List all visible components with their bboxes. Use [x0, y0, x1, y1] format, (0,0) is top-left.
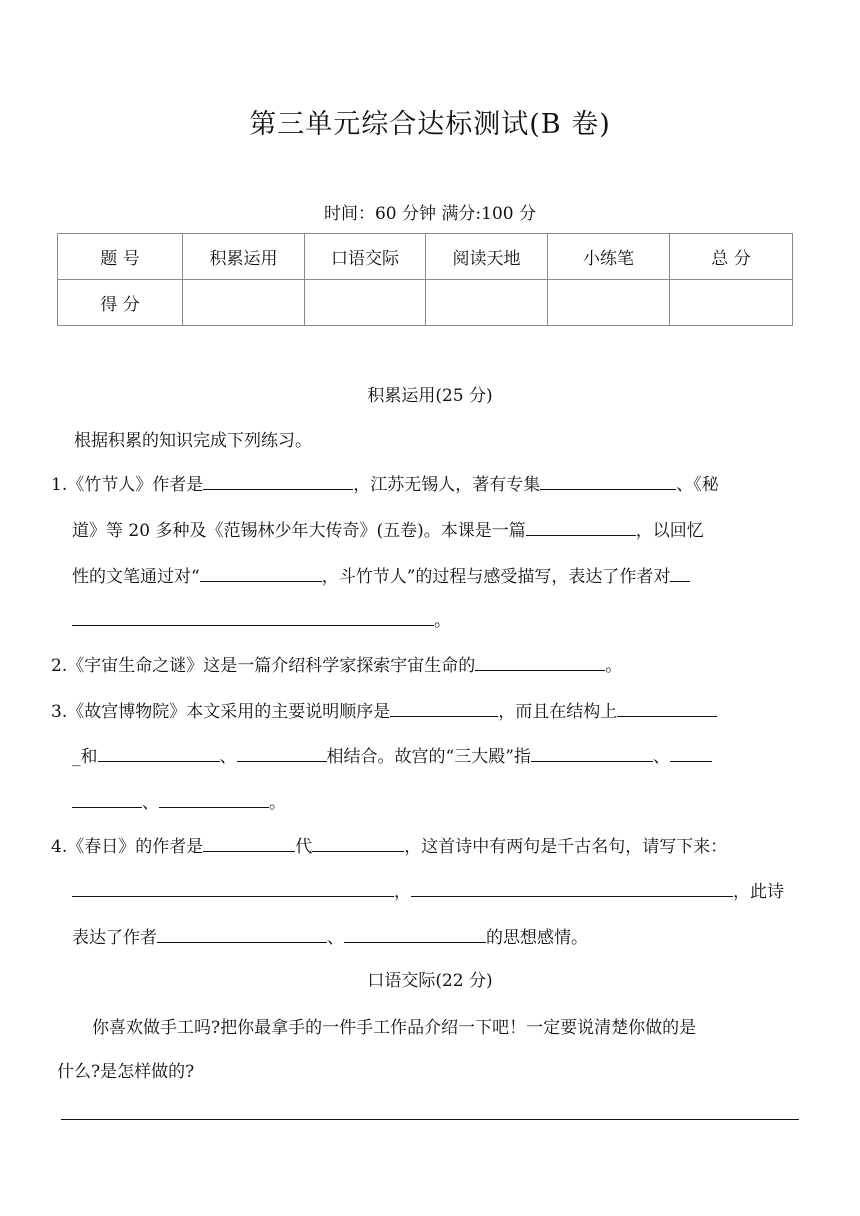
answer-blank[interactable] [237, 743, 327, 762]
question-1-line-3: 性的文笔通过对“ ，斗竹节人”的过程与感受描写，表达了作者对 [72, 562, 690, 587]
question-1-line-2: 道》等 20 多种及《范锡林少年大传奇》(五卷)。本课是一篇 ，以回忆 [72, 516, 704, 541]
answer-blank[interactable] [617, 698, 717, 717]
answer-blank[interactable] [670, 563, 690, 582]
answer-blank[interactable] [157, 924, 327, 943]
question-4-line-2: ， ，此诗 [72, 877, 784, 902]
answer-line[interactable] [61, 1119, 799, 1120]
answer-blank[interactable] [72, 878, 394, 897]
question-3-line-2: _和 、 相结合。故宫的“三大殿”指 、 [72, 742, 712, 767]
question-4-line-3: 表达了作者 、 的思想感情。 [72, 923, 588, 948]
header-cell: 小练笔 [548, 234, 670, 280]
score-table-header-row [58, 234, 793, 280]
score-cell[interactable] [670, 280, 793, 326]
row-label-cell: 得 分 [58, 280, 183, 326]
question-4-line-1: 4.《春日》的作者是 代 ，这首诗中有两句是千古名句，请写下来： [51, 832, 727, 857]
answer-blank[interactable] [411, 878, 733, 897]
answer-blank[interactable] [390, 698, 498, 717]
question-3-line-3: 、 。 [72, 788, 286, 813]
score-table-score-row [58, 280, 793, 326]
score-cell[interactable] [183, 280, 305, 326]
answer-blank[interactable] [670, 743, 712, 762]
exam-meta: 时间：60 分钟 满分:100 分 [323, 204, 537, 224]
answer-blank[interactable] [200, 563, 322, 582]
instruction: 根据积累的知识完成下列练习。 [74, 431, 312, 451]
answer-blank[interactable] [540, 471, 676, 490]
question-3-line-1: 3.《故宫博物院》本文采用的主要说明顺序是 ，而且在结构上 [51, 697, 717, 722]
question-2: 2.《宇宙生命之谜》这是一篇介绍科学家探索宇宙生命的 。 [51, 651, 622, 676]
answer-blank[interactable] [159, 789, 269, 808]
header-cell: 总 分 [670, 234, 793, 280]
answer-blank[interactable] [72, 607, 434, 626]
section-title-accumulation: 积累运用(25 分) [367, 386, 493, 406]
header-cell: 口语交际 [305, 234, 426, 280]
score-table [57, 233, 793, 326]
section-title-oral: 口语交际(22 分) [367, 971, 493, 991]
header-cell: 题 号 [58, 234, 183, 280]
score-cell[interactable] [305, 280, 426, 326]
question-1-line-4: 。 [72, 606, 451, 631]
score-cell[interactable] [548, 280, 670, 326]
header-cell: 积累运用 [183, 234, 305, 280]
answer-blank[interactable] [531, 743, 653, 762]
score-cell[interactable] [426, 280, 548, 326]
page-title: 第三单元综合达标测试(B 卷) [249, 109, 611, 140]
answer-blank[interactable] [72, 789, 142, 808]
answer-blank[interactable] [203, 471, 353, 490]
question-1-line-1: 1.《竹节人》作者是 ，江苏无锡人，著有专集 、《秘 [51, 470, 719, 495]
oral-prompt-line-1: 你喜欢做手工吗?把你最拿手的一件手工作品介绍一下吧！一定要说清楚你做的是 [92, 1018, 697, 1038]
answer-blank[interactable] [475, 652, 605, 671]
header-cell: 阅读天地 [426, 234, 548, 280]
answer-blank[interactable] [344, 924, 486, 943]
answer-blank[interactable] [203, 833, 295, 852]
answer-blank[interactable] [312, 833, 404, 852]
oral-prompt-line-2: 什么?是怎样做的? [57, 1062, 195, 1082]
answer-blank[interactable] [526, 517, 636, 536]
answer-blank[interactable] [98, 743, 220, 762]
